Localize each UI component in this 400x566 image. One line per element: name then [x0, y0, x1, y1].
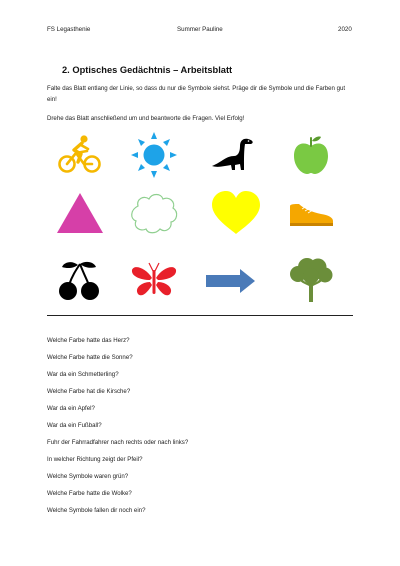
header-name: Summer Pauline — [177, 26, 223, 33]
header-school: FS Legasthenie — [47, 26, 91, 33]
question-apple: War da ein Apfel? — [47, 405, 95, 412]
heart-figure — [212, 191, 260, 234]
cherry-figure — [59, 262, 99, 300]
butterfly-icon — [128, 258, 180, 304]
instruction-turn: Drehe das Blatt anschließend um und beantworte die Fragen. Viel Erfolg! — [47, 115, 245, 122]
question-cherry-color: Welche Farbe hat die Kirsche? — [47, 388, 131, 395]
cloud-icon — [128, 190, 180, 236]
arrow-icon — [204, 258, 256, 304]
cyclist-icon — [54, 132, 106, 178]
header-year: 2020 — [338, 26, 352, 33]
triangle-icon — [54, 190, 106, 236]
question-green-symbols: Welche Symbole waren grün? — [47, 473, 129, 480]
question-heart-color: Welche Farbe hatte das Herz? — [47, 337, 130, 344]
tree-figure — [290, 258, 333, 302]
apple-figure — [294, 136, 328, 174]
apple-icon — [285, 132, 337, 178]
sun-figure — [131, 132, 177, 178]
dinosaur-figure — [212, 139, 253, 170]
triangle-figure — [57, 193, 103, 233]
question-cyclist-direction: Fuhr der Fahrradfahrer nach rechts oder nach links? — [47, 439, 189, 446]
cloud-figure — [132, 195, 177, 233]
tree-icon — [285, 258, 337, 304]
arrow-figure — [206, 269, 255, 293]
question-sun-color: Welche Farbe hatte die Sonne? — [47, 354, 133, 361]
fold-line — [47, 315, 353, 316]
question-butterfly: War da ein Schmetterling? — [47, 371, 119, 378]
question-football: War da ein Fußball? — [47, 422, 102, 429]
instruction-fold: Falte das Blatt entlang der Linie, so dass du nur die Symbole siehst. Präge dir die Symbole und die Farben gut ein! — [47, 85, 346, 103]
dinosaur-icon — [210, 132, 262, 178]
sun-icon — [128, 132, 180, 178]
butterfly-figure — [132, 263, 176, 295]
cherry-icon — [54, 258, 106, 304]
heart-icon — [210, 190, 262, 236]
cyclist-figure — [60, 135, 100, 171]
question-cloud-color: Welche Farbe hatte die Wolke? — [47, 490, 132, 497]
shoe-icon — [285, 190, 337, 236]
shoe-figure — [290, 204, 333, 226]
question-other-symbols: Welche Symbole fallen dir noch ein? — [47, 507, 146, 514]
question-arrow-direction: In welcher Richtung zeigt der Pfeil? — [47, 456, 143, 463]
worksheet-title: 2. Optisches Gedächtnis – Arbeitsblatt — [62, 65, 233, 75]
